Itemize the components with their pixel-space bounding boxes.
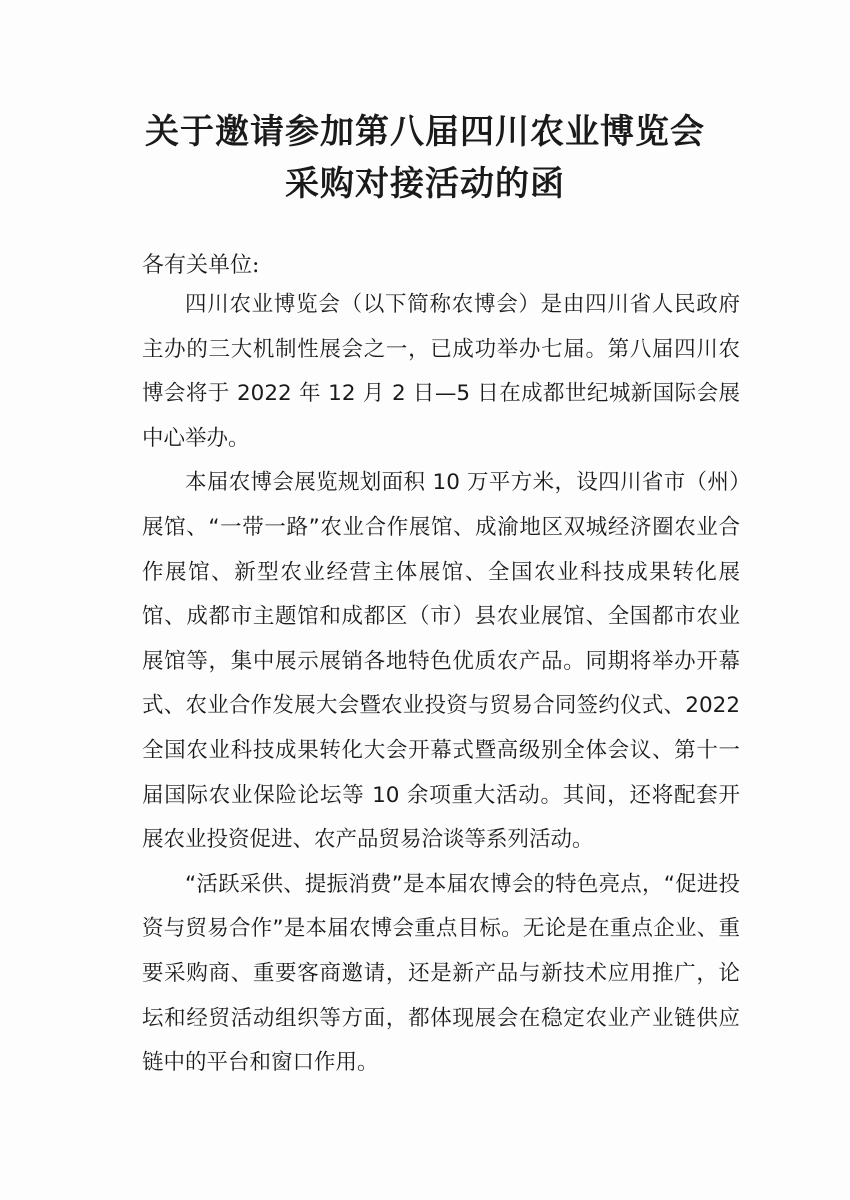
salutation: 各有关单位: [142,253,260,278]
document-body [142,283,740,1086]
paragraph-3: “活跃采供、提振消费”是本届农博会的特色亮点，“促进投资与贸易合作”是本届农博会重点目标。无论是在重点企业、重要采购商、重要客商邀请，还是新产品与新技术应用推广，论坛和经贸活动组织等方面，都体现展会在稳定农业产业链供应链中的平台和窗口作用。 [142,871,740,1076]
document-title-line-2: 采购对接活动的函 [285,164,565,204]
paragraph-2: 本届农博会展览规划面积 10 万平方米，设四川省市（州）展馆、“一带一路”农业合作展馆、成渝地区双城经济圈农业合作展馆、新型农业经营主体展馆、全国农业科技成果转化展馆、成都市主题馆和成都区（市）县农业展馆、全国都市农业展馆等，集中展示展销各地特色优质农产品。同期将举办开幕式、农业合作发展大会暨农业投资与贸易合同签约仪式、2022 全国农业科技成果转化大会开幕式暨高级别全体会议、第十一届国际农业保险论坛等 10 余项重大活动。其间，还将配套开展农业投资促进、农产品贸易洽谈等系列活动。 [142,470,740,853]
document-title-line-1: 关于邀请参加第八届四川农业博览会 [145,112,705,152]
paragraph-1: 四川农业博览会（以下简称农博会）是由四川省人民政府主办的三大机制性展会之一，已成功举办七届。第八届四川农博会将于 2022 年 12 月 2 日—5 日在成都世纪城新国际会展中心举办。 [142,292,740,451]
